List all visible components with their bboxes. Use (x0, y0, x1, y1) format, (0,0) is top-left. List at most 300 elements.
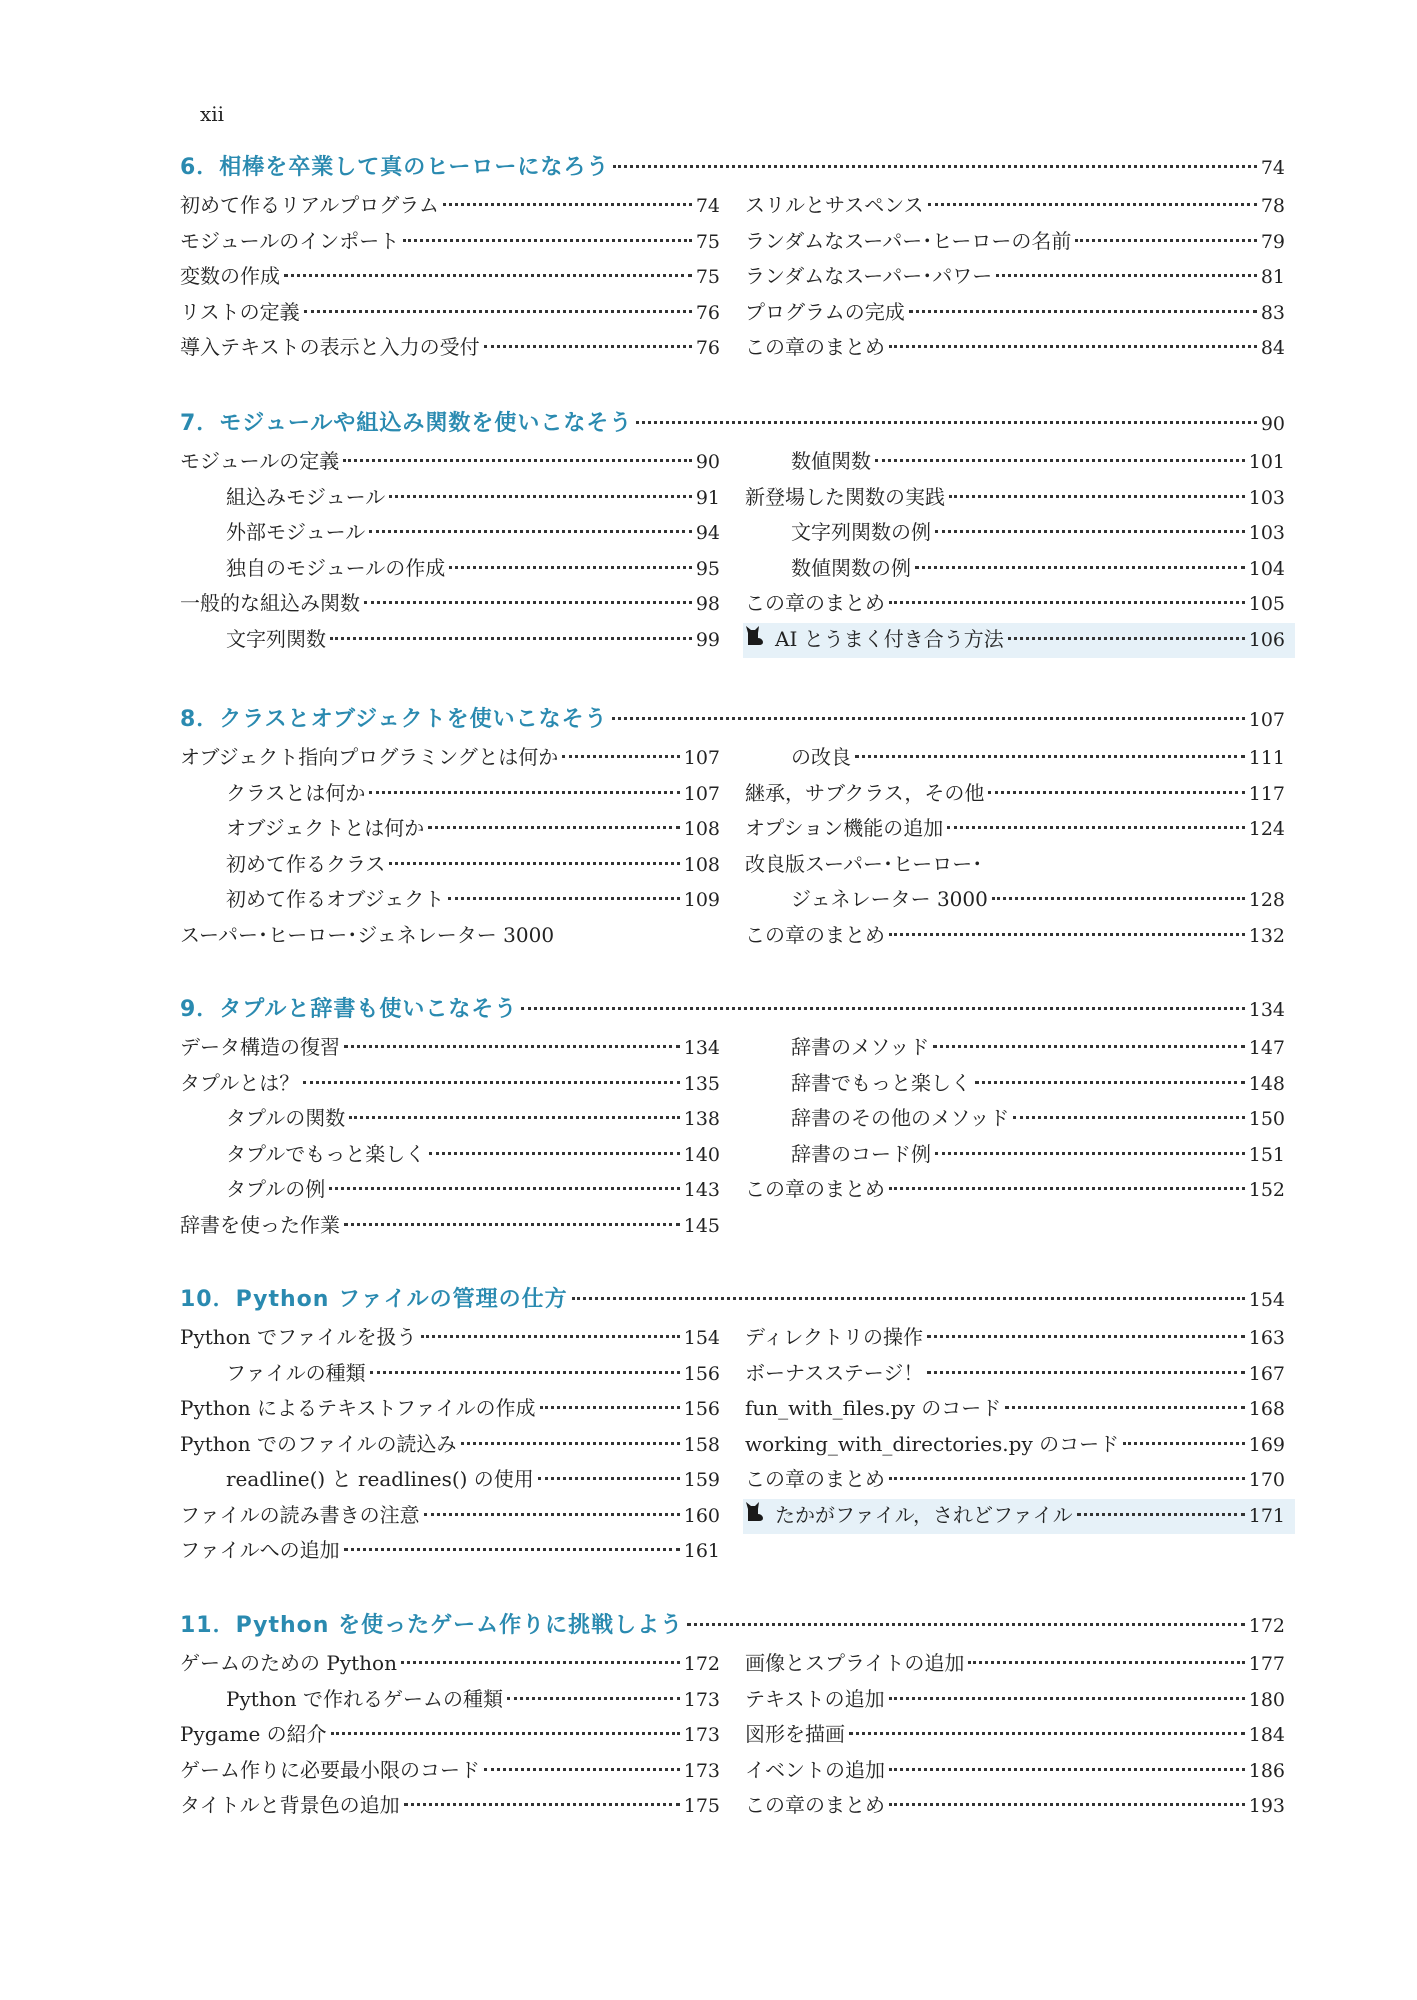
entry-label: タプルの関数 (226, 1106, 346, 1130)
leader-dots (429, 1152, 680, 1155)
leader-dots (449, 566, 692, 569)
column-entry-highlighted[interactable] (743, 1499, 1295, 1535)
entry-page: 168 (1248, 1398, 1285, 1420)
entry-label: リストの定義 (180, 299, 300, 324)
leader-dots (855, 755, 1245, 758)
leader-dots (927, 1371, 1244, 1374)
entry-label: 辞書のメソッド (791, 1035, 930, 1059)
entry-page: 75 (695, 230, 720, 253)
entry-page: 152 (1248, 1179, 1285, 1201)
entry-label: オブジェクトとは何か (226, 816, 425, 840)
leader-dots (364, 601, 692, 604)
entry-label: 導入テキストの表示と入力の受付 (180, 335, 480, 359)
toc-entry[interactable] (180, 1067, 720, 1103)
toc-entry[interactable] (745, 260, 1285, 296)
column-entry-highlighted[interactable] (743, 623, 1295, 659)
entry-label: 初めて作るオブジェクト (226, 887, 445, 911)
left-column (180, 741, 720, 954)
entry-page: 99 (695, 628, 720, 651)
toc-subentry[interactable] (745, 1067, 1285, 1103)
entry-label: スリルとサスペンス (745, 193, 924, 217)
leader-dots (949, 495, 1245, 498)
toc-entry[interactable] (180, 1718, 720, 1754)
leader-dots (343, 459, 692, 462)
entry-label: この章のまとめ (745, 335, 885, 359)
entry-label: 画像とスプライトの追加 (745, 1651, 965, 1675)
toc-subentry[interactable] (180, 516, 720, 552)
entry-page: 134 (683, 1037, 720, 1059)
entry-label: 文字列関数 (226, 626, 326, 651)
right-column (745, 741, 1285, 954)
entry-label: Python でファイルを扱う (180, 1325, 417, 1349)
toc-entry[interactable] (745, 331, 1285, 367)
chapter-11 (180, 1608, 1285, 1825)
entry-page: 79 (1260, 230, 1285, 253)
chapter-7 (180, 406, 1285, 658)
toc-subentry[interactable] (180, 1173, 720, 1209)
entry-label: 外部モジュール (226, 520, 366, 544)
toc-entry[interactable] (745, 1321, 1285, 1357)
entry-label: ファイルの種類 (226, 1360, 366, 1385)
entry-page: 104 (1248, 557, 1285, 580)
leader-dots (889, 933, 1245, 936)
toc-entry[interactable] (180, 741, 720, 777)
entry-page: 173 (683, 1688, 720, 1711)
entry-label: AI とうまく付き合う方法 (775, 626, 1004, 651)
leader-dots (992, 897, 1245, 900)
chapter-page: 90 (1260, 413, 1285, 435)
toc-subentry[interactable] (745, 552, 1285, 588)
entry-page: 170 (1248, 1469, 1285, 1491)
entry-label: 数値関数の例 (791, 555, 911, 580)
entry-page: 132 (1248, 924, 1285, 947)
entry-label: オブジェクト指向プログラミングとは何か (180, 745, 559, 769)
entry-label: この章のまとめ (745, 1177, 885, 1201)
toc-entry[interactable] (180, 1209, 720, 1245)
leader-dots (403, 239, 692, 242)
leader-dots (613, 165, 1256, 168)
entry-page: 180 (1248, 1688, 1285, 1711)
left-column (180, 1647, 720, 1825)
toc-subentry[interactable] (745, 1138, 1285, 1174)
left-column (180, 189, 720, 367)
toc-entry[interactable] (745, 919, 1285, 955)
leader-dots (389, 862, 679, 865)
cat-icon (745, 1500, 765, 1527)
entry-label: この章のまとめ (745, 922, 885, 947)
entry-page: 173 (683, 1759, 720, 1782)
leader-dots (1077, 1513, 1245, 1516)
toc-subentry[interactable] (745, 1031, 1285, 1067)
toc-entry[interactable] (180, 331, 720, 367)
entry-page: 173 (683, 1724, 720, 1746)
entry-page: 103 (1248, 522, 1285, 544)
entry-page: 84 (1260, 337, 1285, 359)
entry-label: 辞書のその他のメソッド (791, 1106, 1010, 1130)
entry-label: この章のまとめ (745, 591, 885, 615)
leader-dots (540, 1406, 680, 1409)
entry-page: 138 (683, 1108, 720, 1130)
toc-subentry[interactable] (180, 1357, 720, 1393)
leader-dots (330, 637, 692, 640)
toc-entry[interactable] (745, 1647, 1285, 1683)
entry-page: 135 (683, 1072, 720, 1095)
chapter-heading[interactable] (180, 702, 1285, 738)
entry-label: ゲーム作りに必要最小限のコード (180, 1757, 480, 1782)
toc-entry[interactable] (180, 1428, 720, 1464)
leader-dots (344, 1045, 680, 1048)
entry-label: テキストの追加 (745, 1686, 885, 1711)
left-column (180, 1321, 720, 1570)
toc-subentry[interactable] (180, 777, 720, 813)
leader-dots (401, 1661, 680, 1664)
entry-label: ディレクトリの操作 (745, 1325, 923, 1349)
leader-dots (947, 826, 1245, 829)
leader-dots (927, 1335, 1245, 1338)
entry-page: 160 (683, 1504, 720, 1527)
toc-entry[interactable] (180, 1647, 720, 1683)
toc-entry[interactable] (745, 1392, 1285, 1428)
entry-page: 108 (683, 818, 720, 840)
entry-page: 163 (1248, 1327, 1285, 1349)
entry-page: 95 (695, 557, 720, 580)
leader-dots (461, 1442, 680, 1445)
entry-page: 74 (695, 195, 720, 217)
entry-label: モジュールの定義 (180, 449, 340, 473)
leader-dots (370, 1371, 680, 1374)
entry-label: 辞書を使った作業 (180, 1212, 340, 1237)
entry-label: 辞書のコード例 (791, 1141, 931, 1166)
leader-dots (448, 897, 680, 900)
toc-subentry[interactable] (180, 883, 720, 919)
leader-dots (484, 345, 692, 348)
chapter-heading[interactable] (180, 1608, 1285, 1644)
entry-label: データ構造の復習 (180, 1035, 340, 1059)
leader-dots (344, 1223, 680, 1226)
toc-entry[interactable] (180, 260, 720, 296)
entry-page: 117 (1248, 782, 1285, 805)
leader-dots (915, 566, 1245, 569)
leader-dots (329, 1187, 680, 1190)
entry-page: 172 (683, 1653, 720, 1675)
toc-entry[interactable] (180, 189, 720, 225)
chapter-page: 154 (1248, 1289, 1285, 1311)
entry-page: 156 (683, 1398, 720, 1420)
entry-label: 新登場した関数の実践 (745, 484, 945, 509)
leader-dots (849, 1732, 1245, 1735)
page-number: xii (200, 102, 225, 126)
leader-dots (1075, 239, 1256, 242)
entry-page: 171 (1248, 1504, 1285, 1527)
entry-page: 106 (1248, 628, 1285, 651)
entry-page: 107 (683, 782, 720, 805)
toc-subentry[interactable] (180, 552, 720, 588)
entry-label: 初めて作るクラス (226, 851, 386, 876)
entry-page: 111 (1248, 747, 1285, 769)
entry-label: クラスとは何か (226, 780, 366, 805)
entry-page: 98 (695, 593, 720, 615)
leader-dots (562, 755, 680, 758)
left-column (180, 1031, 720, 1244)
entry-label: ボーナスステージ！ (745, 1360, 924, 1385)
entry-label: 独自のモジュールの作成 (226, 555, 446, 580)
toc-entry[interactable] (180, 919, 720, 955)
entry-label: オプション機能の追加 (745, 816, 944, 840)
leader-dots (369, 791, 679, 794)
toc-entry[interactable] (180, 445, 720, 481)
entry-page: 105 (1248, 593, 1285, 615)
toc-subentry[interactable] (745, 516, 1285, 552)
entry-label: 組込みモジュール (226, 484, 386, 509)
toc-subentry[interactable] (745, 1102, 1285, 1138)
toc-subentry[interactable] (180, 812, 720, 848)
entry-page: 124 (1248, 818, 1285, 840)
leader-dots (612, 717, 1245, 720)
toc-entry[interactable] (180, 1499, 720, 1535)
toc-subentry[interactable] (180, 848, 720, 884)
leader-dots (421, 1335, 680, 1338)
leader-dots (968, 1661, 1244, 1664)
toc-entry[interactable] (180, 587, 720, 623)
entry-page: 109 (683, 889, 720, 911)
entry-page: 140 (683, 1143, 720, 1166)
entry-page: 128 (1248, 889, 1285, 911)
entry-page: 177 (1248, 1653, 1285, 1675)
entry-label: 継承，サブクラス，その他 (745, 780, 985, 805)
leader-dots (975, 1081, 1245, 1084)
leader-dots (889, 1803, 1245, 1806)
entry-label: タプルの例 (226, 1177, 326, 1201)
toc-subentry[interactable] (745, 445, 1285, 481)
entry-label: readline() と readlines() の使用 (226, 1467, 534, 1491)
toc-entry[interactable] (745, 1357, 1285, 1393)
entry-label: Python によるテキストファイルの作成 (180, 1396, 536, 1420)
leader-dots (687, 1623, 1245, 1626)
chapter-title: 6．相棒を卒業して真のヒーローになろう (180, 155, 610, 180)
leader-dots (933, 1045, 1244, 1048)
toc-entry[interactable] (745, 1683, 1285, 1719)
entry-page: 78 (1260, 195, 1285, 217)
toc-subentry[interactable] (745, 741, 1285, 777)
entry-page: 91 (695, 486, 720, 509)
toc-entry[interactable] (180, 1754, 720, 1790)
entry-label: この章のまとめ (745, 1467, 885, 1491)
entry-page: 103 (1248, 486, 1285, 509)
entry-page: 161 (683, 1540, 720, 1562)
chapter-9 (180, 992, 1285, 1244)
leader-dots (572, 1297, 1245, 1300)
entry-label: この章のまとめ (745, 1793, 885, 1817)
toc-entry[interactable] (745, 189, 1285, 225)
entry-label: 文字列関数の例 (791, 520, 931, 544)
leader-dots (935, 1152, 1245, 1155)
chapter-title: 7．モジュールや組込み関数を使いこなそう (180, 411, 633, 436)
entry-page: 156 (683, 1362, 720, 1385)
leader-dots (369, 530, 692, 533)
toc-entry[interactable] (745, 1463, 1285, 1499)
leader-dots (636, 421, 1256, 424)
entry-page: 75 (695, 266, 720, 288)
leader-dots (428, 826, 680, 829)
entry-label: プログラムの完成 (745, 299, 905, 324)
entry-page: 76 (695, 337, 720, 359)
chapter-heading[interactable] (180, 1282, 1285, 1318)
entry-label: 変数の作成 (180, 264, 280, 288)
entry-label: 一般的な組込み関数 (180, 591, 360, 615)
toc-entry[interactable] (745, 848, 1285, 884)
entry-page: 186 (1248, 1759, 1285, 1782)
leader-dots (521, 1007, 1244, 1010)
toc-subentry[interactable] (180, 1138, 720, 1174)
leader-dots (424, 1513, 680, 1516)
entry-page: 147 (1248, 1037, 1285, 1059)
toc-entry[interactable] (180, 1031, 720, 1067)
chapter-heading[interactable] (180, 992, 1285, 1028)
entry-label: 数値関数 (791, 449, 871, 473)
right-column (745, 445, 1285, 658)
toc-entry[interactable] (745, 812, 1285, 848)
entry-page: 108 (683, 853, 720, 876)
entry-page: 90 (695, 451, 720, 473)
leader-dots (484, 1768, 680, 1771)
entry-label: モジュールのインポート (180, 228, 400, 253)
toc-subentry[interactable] (180, 481, 720, 517)
leader-dots (988, 791, 1244, 794)
entry-label: タイトルと背景色の追加 (180, 1793, 400, 1817)
entry-label: 辞書でもっと楽しく (791, 1070, 971, 1095)
leader-dots (389, 495, 692, 498)
toc-subentry[interactable] (180, 1683, 720, 1719)
toc-entry[interactable] (745, 1718, 1285, 1754)
entry-page: 107 (683, 747, 720, 769)
entry-page: 193 (1248, 1795, 1285, 1817)
entry-label: ファイルの読み書きの注意 (180, 1502, 420, 1527)
leader-dots (404, 1803, 680, 1806)
leader-dots (331, 1732, 680, 1735)
chapter-heading[interactable] (180, 150, 1285, 186)
entry-page: 158 (683, 1433, 720, 1456)
toc-subentry[interactable] (180, 1463, 720, 1499)
toc-entry[interactable] (180, 1789, 720, 1825)
right-column (745, 189, 1285, 367)
entry-label: working_with_directories.py のコード (745, 1431, 1120, 1456)
leader-dots (1008, 637, 1245, 640)
entry-label: 初めて作るリアルプログラム (180, 193, 439, 217)
entry-label: 図形を描画 (745, 1722, 845, 1746)
entry-label: Pygame の紹介 (180, 1722, 327, 1746)
leader-dots (889, 1697, 1245, 1700)
leader-dots (1013, 1116, 1244, 1119)
leader-dots (889, 345, 1257, 348)
leader-dots (1005, 1406, 1244, 1409)
chapter-10 (180, 1282, 1285, 1570)
leader-dots (284, 274, 692, 277)
chapter-6 (180, 150, 1285, 367)
entry-label: fun_with_files.py のコード (745, 1396, 1002, 1420)
entry-page: 159 (683, 1469, 720, 1491)
toc-entry[interactable] (745, 481, 1285, 517)
entry-label: ゲームのための Python (180, 1651, 397, 1675)
chapter-title: 8．クラスとオブジェクトを使いこなそう (180, 707, 608, 732)
entry-label: たかがファイル，されどファイル (775, 1502, 1073, 1527)
entry-page: 83 (1260, 301, 1285, 324)
toc-subentry[interactable] (745, 883, 1285, 919)
leader-dots (303, 1081, 680, 1084)
toc-entry[interactable] (745, 587, 1285, 623)
right-column (745, 1647, 1285, 1825)
entry-label: タプルとは？ (180, 1070, 300, 1095)
entry-page: 94 (695, 522, 720, 544)
toc-entry[interactable] (745, 1428, 1285, 1464)
leader-dots (889, 1477, 1245, 1480)
toc-entry[interactable] (745, 1789, 1285, 1825)
toc-entry[interactable] (180, 225, 720, 261)
chapter-title: 9．タプルと辞書も使いこなそう (180, 997, 518, 1022)
leader-dots (538, 1477, 680, 1480)
leader-dots (996, 274, 1257, 277)
entry-label: ファイルへの追加 (180, 1538, 340, 1562)
toc-entry[interactable] (745, 296, 1285, 332)
entry-page: 76 (695, 301, 720, 324)
toc-entry[interactable] (180, 1392, 720, 1428)
toc-entry[interactable] (180, 296, 720, 332)
entry-label: ランダムなスーパー･パワー (745, 264, 993, 288)
entry-page: 81 (1260, 266, 1285, 288)
entry-label: スーパー･ヒーロー･ジェネレーター 3000 (180, 922, 555, 947)
entry-label: Python で作れるゲームの種類 (226, 1686, 503, 1711)
toc-entry[interactable] (745, 1754, 1285, 1790)
toc-entry[interactable] (745, 225, 1285, 261)
toc-entry[interactable] (745, 1173, 1285, 1209)
entry-page: 169 (1248, 1433, 1285, 1456)
chapter-heading[interactable] (180, 406, 1285, 442)
entry-label: の改良 (791, 745, 851, 769)
leader-dots (1123, 1442, 1245, 1445)
entry-label: Python でのファイルの読込み (180, 1431, 457, 1456)
leader-dots (507, 1697, 680, 1700)
toc-entry[interactable] (745, 777, 1285, 813)
right-column (745, 1321, 1285, 1570)
toc-entry[interactable] (180, 1534, 720, 1570)
chapter-page: 172 (1248, 1615, 1285, 1637)
leader-dots (889, 1187, 1245, 1190)
leader-dots (443, 203, 692, 206)
chapter-page: 107 (1248, 709, 1285, 731)
entry-page: 175 (683, 1795, 720, 1817)
toc-subentry[interactable] (180, 1102, 720, 1138)
leader-dots (304, 310, 692, 313)
leader-dots (909, 310, 1257, 313)
cat-icon (745, 624, 765, 651)
leader-dots (344, 1548, 680, 1551)
leader-dots (889, 601, 1245, 604)
leader-dots (889, 1768, 1245, 1771)
entry-page: 145 (683, 1214, 720, 1237)
entry-page: 154 (683, 1327, 720, 1349)
entry-page: 148 (1248, 1072, 1285, 1095)
entry-page: 151 (1248, 1143, 1285, 1166)
entry-label: 改良版スーパー･ヒーロー･ (745, 851, 983, 876)
toc-entry[interactable] (180, 1321, 720, 1357)
chapter-title: 10．Python ファイルの管理の仕方 (180, 1287, 568, 1312)
entry-label: ジェネレーター 3000 (791, 887, 988, 911)
entry-page: 167 (1248, 1362, 1285, 1385)
leader-dots (928, 203, 1257, 206)
leader-dots (349, 1116, 680, 1119)
chapter-page: 74 (1260, 157, 1285, 179)
toc-subentry[interactable] (180, 623, 720, 659)
chapter-title: 11．Python を使ったゲーム作りに挑戦しよう (180, 1613, 684, 1638)
